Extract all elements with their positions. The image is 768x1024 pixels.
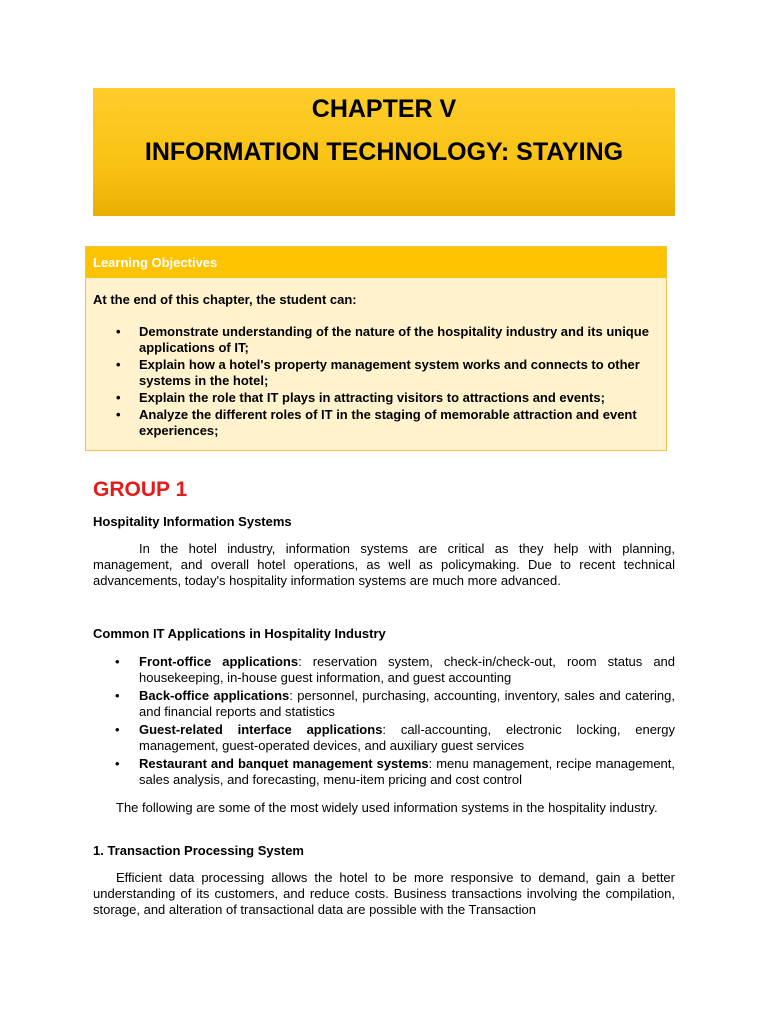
chapter-number: CHAPTER V (311, 95, 457, 123)
objective-item (86, 390, 666, 406)
objective-item (86, 407, 666, 439)
objective-item (86, 357, 666, 389)
group-heading: GROUP 1 (93, 478, 188, 501)
bullet-icon: • (115, 756, 120, 771)
application-desc: : personnel, purchasing, accounting, inventory, sales and catering, and financial reports and statistics (139, 688, 675, 719)
objective-item (86, 324, 666, 356)
learning-objectives-box (85, 246, 667, 451)
application-term: Restaurant and banquet management systems (139, 756, 429, 771)
paragraph-hospitality-information-systems: In the hotel industry, information systems are critical as they help with planning, management, and overall hotel operations, as well as policymaking. Due to recent technical advancements, today's hospitality information systems are much more advanced. (93, 541, 675, 588)
application-term: Front-office applications (139, 654, 299, 669)
list-item (93, 654, 675, 686)
list-item (93, 756, 675, 788)
list-item (93, 688, 675, 720)
list-item (93, 722, 675, 754)
paragraph-following-systems: The following are some of the most widely used information systems in the hospitality industry. (116, 800, 658, 815)
bullet-icon: • (115, 654, 120, 669)
it-applications-list (93, 654, 675, 790)
learning-objectives-intro: At the end of this chapter, the student can: (93, 292, 357, 307)
objective-text: Analyze the different roles of IT in the staging of memorable attraction and event experiences; (139, 407, 637, 438)
application-desc: : menu management, recipe management, sales analysis, and forecasting, menu-item pricing and cost control (139, 756, 675, 787)
bullet-icon: • (116, 324, 121, 339)
application-term: Guest-related interface applications (139, 722, 383, 737)
application-desc: : call-accounting, electronic locking, energy management, guest-operated devices, and auxiliary guest services (139, 722, 675, 753)
application-term: Back-office applications (139, 688, 290, 703)
objective-text: Explain the role that IT plays in attracting visitors to attractions and events; (139, 390, 605, 405)
chapter-title: INFORMATION TECHNOLOGY: STAYING (144, 138, 624, 166)
section-heading-transaction-processing-system: 1. Transaction Processing System (93, 843, 304, 858)
chapter-banner (93, 88, 675, 216)
section-heading-hospitality-information-systems: Hospitality Information Systems (93, 514, 292, 529)
bullet-icon: • (116, 407, 121, 422)
bullet-icon: • (116, 357, 121, 372)
bullet-icon: • (116, 390, 121, 405)
section-heading-common-it-applications: Common IT Applications in Hospitality Industry (93, 626, 386, 641)
objective-text: Explain how a hotel's property management system works and connects to other systems in the hotel; (139, 357, 640, 388)
learning-objectives-list (86, 324, 666, 440)
bullet-icon: • (115, 722, 120, 737)
bullet-icon: • (115, 688, 120, 703)
paragraph-transaction-processing-system: Efficient data processing allows the hotel to be more responsive to demand, gain a better understanding of its customers, and reduce costs. Business transactions involving the compilation, storage, and alteration of transactional data are possible with the Transaction (93, 870, 675, 917)
objective-text: Demonstrate understanding of the nature of the hospitality industry and its unique applications of IT; (139, 324, 649, 355)
application-desc: : reservation system, check-in/check-out, room status and housekeeping, in-house guest information, and guest accounting (139, 654, 676, 685)
learning-objectives-header: Learning Objectives (86, 247, 666, 278)
